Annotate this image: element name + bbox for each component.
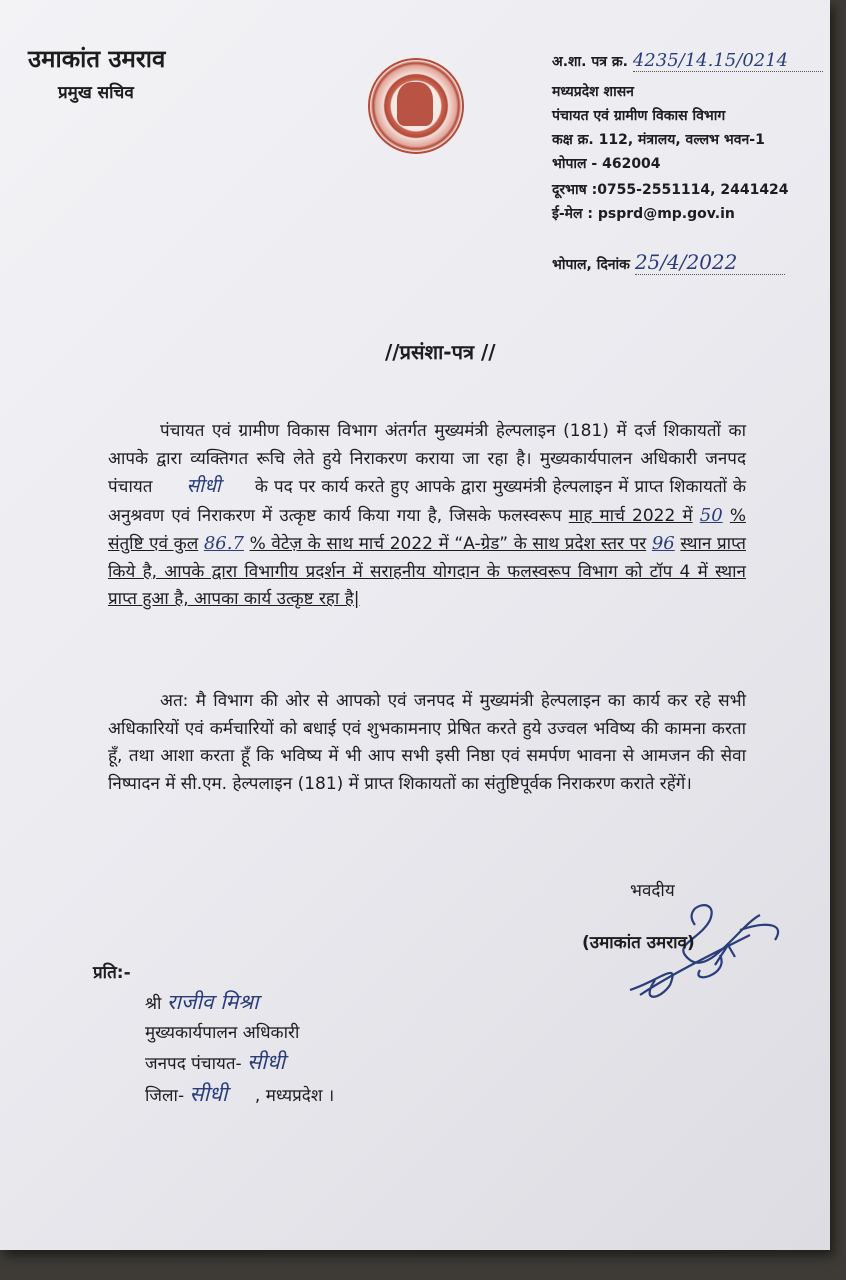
letter-date: भोपाल, दिनांक 25/4/2022 [552,250,785,275]
room-address: कक्ष क्र. 112, मंत्रालय, वल्लभ भवन-1 [552,132,765,148]
signatory-name: (उमाकांत उमराव) [582,933,695,953]
govt-name: मध्यप्रदेश शासन [552,84,634,100]
state-rank: 96 [651,533,675,554]
email-address: ई-मेल : psprd@mp.gov.in [552,206,735,222]
phone-number: दूरभाष :0755-2551114, 2441424 [552,182,789,198]
district-handwritten: सीधी [189,1082,228,1106]
paragraph-1: पंचायत एवं ग्रामीण विकास विभाग अंतर्गत मुख्यमंत्री हेल्पलाइन (181) में दर्ज शिकायतों का आपके द्वारा व्यक्तिगत रूचि लेते हुये निराकरण कराया जा रहा है। मुख्यकार्यपालन अधिकारी जनपद पंचायत सीधी के पद पर कार्य करते हुए आपके द्वारा मुख्यमंत्री हेल्पलाइन में प्राप्त शिकायतों के अनुश्रवण एवं निराकरण में उत्कृष्ट कार्य किया गया है, जिसके फलस्वरूप माह मार्च 2022 में 50 % संतुष्टि एवं कुल 86.7 % वेटेज़ के साथ मार्च 2022 में “A-ग्रेड” के साथ प्रदेश स्तर पर 96 स्थान प्राप्त किये है, आपके द्वारा विभागीय प्रदर्शन में सराहनीय योगदान के फलस्वरूप विभाग को टॉप 4 में स्थान प्राप्त हुआ है, आपका कार्य उत्कृष्ट रहा है| [108,421,747,609]
recipient-office: जनपद पंचायत- सीधी [145,1050,286,1074]
recipient-post: मुख्यकार्यपालन अधिकारी [145,1023,300,1043]
recipient-name-line: श्री राजीव मिश्रा [145,990,259,1014]
date-value: 25/4/2022 [635,250,785,275]
letter-number: अ.शा. पत्र क्र. 4235/14.15/0214 [552,50,823,72]
page-title: //प्रसंशा-पत्र // [385,340,496,364]
city-pincode: भोपाल - 462004 [552,156,661,172]
department-name: पंचायत एवं ग्रामीण विकास विभाग [552,108,726,124]
recipient-label: प्रति:- [93,963,131,983]
recipient-name: राजीव मिश्रा [166,990,259,1014]
government-seal-icon [368,58,464,154]
closing-text: भवदीय [630,881,675,901]
letter-number-value: 4235/14.15/0214 [633,50,823,72]
recipient-district: जिला- सीधी , मध्यप्रदेश । [145,1082,335,1106]
weightage-percent: 86.7 [203,533,244,554]
place-handwritten: सीधी [186,475,221,497]
office-handwritten: सीधी [247,1050,286,1074]
sender-name: उमाकांत उमराव [28,45,166,73]
paragraph-2: अत: मै विभाग की ओर से आपको एवं जनपद में मुख्यमंत्री हेल्पलाइन का कार्य कर रहे सभी अधिकारियों एवं कर्मचारियों को बधाई एवं शुभकामनाए प्रेषित करते हुये उज्वल भविष्य की कामना करता हूँ, तथा आशा करता हूँ कि भविष्य में भी आप सभी इसी निष्ठा एवं समर्पण भावना से आमजन की सेवा निष्पादन में सी.एम. हेल्पलाइन (181) में प्राप्त शिकायतों का संतुष्टिपूर्वक निराकरण कराते रहेंगें। [108,691,746,794]
sender-designation: प्रमुख सचिव [58,83,134,103]
satisfaction-percent: 50 [699,504,723,526]
